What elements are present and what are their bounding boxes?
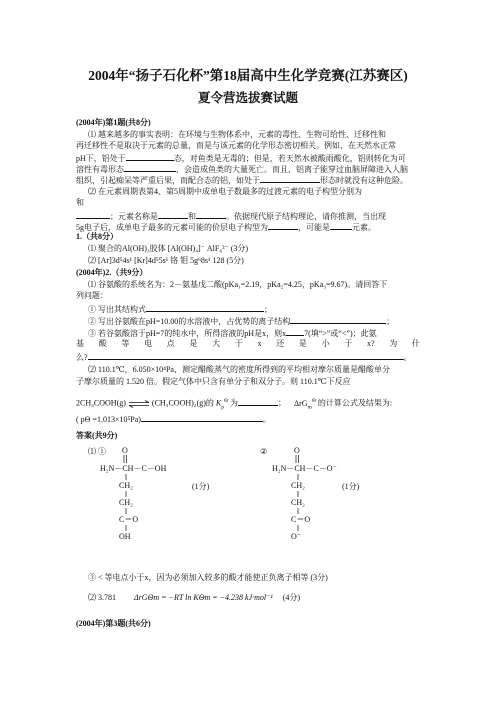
a2-s2-number: ② bbox=[260, 447, 268, 456]
answer-blank bbox=[268, 221, 298, 230]
q1-text: ；元素名称是 bbox=[110, 212, 158, 221]
justified-word: 大 bbox=[212, 339, 221, 348]
answer-blank bbox=[141, 413, 263, 422]
q2-text: 为 bbox=[230, 398, 238, 408]
answer-blank bbox=[238, 397, 278, 406]
a2-s1-number: ⑴ ① bbox=[88, 447, 106, 456]
q2-sub3 bbox=[88, 327, 377, 339]
q1-text: 。依据现代原子结构理论，请你推测，当出现 bbox=[226, 212, 386, 221]
answer-blank bbox=[158, 210, 188, 219]
subscript: p bbox=[221, 404, 225, 411]
svg-text:H₂N－CH－C－O⁻: H₂N－CH－C－O⁻ bbox=[272, 464, 337, 473]
glutamic-acid-structure bbox=[100, 446, 210, 558]
answer-blank bbox=[76, 210, 110, 219]
page-subtitle: 夏令营选拔赛试题 bbox=[197, 91, 298, 105]
justified-word: 是 bbox=[189, 339, 198, 348]
q1-text: 溶性有毒形态 bbox=[76, 165, 124, 174]
svg-text:O: O bbox=[122, 446, 128, 455]
answer-blank bbox=[260, 174, 320, 183]
a2-s2-score: (1分) bbox=[342, 482, 360, 491]
justified-word: 基 bbox=[76, 339, 84, 348]
answer-blank bbox=[88, 351, 404, 360]
a2-s1-score: (1分) bbox=[192, 482, 210, 491]
q1-text: 元素。 bbox=[352, 223, 376, 232]
q1-text: 5g电子后，成单电子最多的元素可能的价层电子构型为 bbox=[76, 223, 268, 232]
svg-text:O⁻: O⁻ bbox=[291, 532, 301, 541]
justified-word: x bbox=[257, 339, 262, 348]
justified-word: 点 bbox=[166, 339, 175, 348]
a2-s3: ③ < 等电点小于x，因为必须加入较多的酸才能使正负离子相等 (3分) bbox=[88, 573, 328, 582]
a2-header: 答案(共9分) bbox=[76, 431, 118, 440]
q1-p2-line4 bbox=[76, 221, 376, 233]
q1-p2-line2: 和 bbox=[76, 198, 84, 207]
equilibrium-arrow-icon bbox=[128, 400, 150, 408]
q1-text: ，会造成鱼类的大量死亡。而且，铝离子能穿过血脑屏障进入人脑 bbox=[176, 165, 408, 174]
q3-header: (2004年)第3题(共6分) bbox=[76, 619, 151, 628]
justified-word: x? bbox=[366, 339, 375, 348]
q1-p1-line5 bbox=[76, 174, 408, 186]
subscript: m bbox=[307, 404, 312, 411]
q2-pressure-line: ( pΘ =1.013×10⁵Pa) 。 bbox=[76, 415, 271, 424]
a1-line1: ⑴ 聚合的Al(OH)₃胶体 [Al(OH)₄]⁻ AlF₆³⁻ (3分) bbox=[88, 244, 249, 253]
svg-text:OH: OH bbox=[119, 532, 131, 541]
answer-blank bbox=[290, 315, 386, 324]
svg-text:C＝O: C＝O bbox=[291, 515, 311, 524]
q2-line2: 列问题： bbox=[76, 291, 108, 300]
answer-blank bbox=[330, 221, 352, 230]
gibbs-energy-symbol: ΔrG bbox=[294, 398, 308, 408]
q2-sub2: ② 写出谷氨酸在pH=10.00的水溶液中，占优势的离子结构 ； bbox=[88, 317, 395, 326]
q2-sub3-end: 么? 。 bbox=[76, 353, 412, 362]
justified-word: 酸 bbox=[98, 339, 107, 348]
q1-p1-line2: 再迁移性不是取决于元素的总量，而是与该元素的化学形态密切相关。例如，在天然水正常 bbox=[76, 141, 396, 150]
q1-p1-line1: ⑴ 越来越多的事实表明：在环境与生物体系中，元素的毒性、生物可给性、迁移性和 bbox=[88, 130, 386, 139]
svg-text:CH₂: CH₂ bbox=[119, 481, 133, 490]
svg-text:CH₂: CH₂ bbox=[119, 498, 133, 507]
justified-word: 小 bbox=[321, 339, 330, 348]
a1-line2: ⑵ [Ar]3d⁵4s¹ [Kr]4d⁵5s¹ 铬 钼 5g⁶8s¹ 128 (5分) bbox=[88, 256, 244, 265]
svg-text:C＝O: C＝O bbox=[119, 515, 139, 524]
q2-text: 的计算公式及结果为: bbox=[317, 398, 393, 408]
q1-p2-line1: ⑵ 在元素周期表第4、第5周期中成单电子数最多的过渡元素的电子构型分别为 bbox=[88, 187, 362, 196]
q2-text: 么? bbox=[76, 353, 88, 362]
a2-p2-number: ⑵ 3.781 bbox=[88, 593, 116, 602]
standard-pressure: ( pΘ =1.013×10⁵Pa) bbox=[76, 415, 141, 424]
q2-sub3-justified bbox=[76, 339, 420, 349]
q1-text: pH下，铝处于 bbox=[76, 154, 126, 163]
q2-equation-line: 2CH₃COOH(g) (CH₃COOH)₂(g)的 $K_p^\Theta$ 为 ； ΔrG$_m^\Theta$ 的计算公式及结果为: bbox=[76, 398, 393, 411]
superscript: Θ bbox=[224, 398, 228, 404]
justified-word: 还 bbox=[276, 339, 285, 348]
justified-word: 是 bbox=[298, 339, 307, 348]
justified-word: 为 bbox=[389, 339, 398, 348]
svg-text:CH₂: CH₂ bbox=[291, 498, 305, 507]
glutamate-ion-structure bbox=[272, 446, 382, 558]
q1-header: (2004年)第1题(共8分) bbox=[76, 118, 151, 127]
q1-text: 形态时就没有这种危险。 bbox=[320, 176, 408, 185]
justified-word: 于 bbox=[234, 339, 243, 348]
q2-text: ③ 若谷氨酸溶于pH=7的纯水中，所得溶液的pH是x，则x bbox=[88, 329, 287, 338]
q2-text: 7(填“>”或“<”)；此氨 bbox=[304, 329, 377, 338]
equilibrium-constant-symbol: K bbox=[215, 398, 222, 408]
svg-text:H₂N－CH－C－OH: H₂N－CH－C－OH bbox=[100, 464, 167, 473]
answer-blank bbox=[126, 152, 174, 161]
a1-header: 1.（共8分） bbox=[76, 232, 118, 241]
svg-text:O: O bbox=[294, 446, 300, 455]
q1-text: ，可能是 bbox=[298, 223, 330, 232]
justified-word: 于 bbox=[344, 339, 353, 348]
svg-text:CH₂: CH₂ bbox=[291, 481, 305, 490]
q2-text: ① 写出其结构式 bbox=[88, 305, 146, 314]
a2-p2 bbox=[88, 593, 300, 603]
q1-text: 和 bbox=[188, 212, 196, 221]
q2-p2-line1: ⑵ 110.1℃，6.050×10⁴Pa，测定醋酸蒸气的密度所得到的平均相对摩尔质量是醋酸单分 bbox=[88, 365, 390, 374]
page-title: 2004年“扬子石化杯”第18届高中生化学竞赛(江苏赛区) bbox=[88, 68, 408, 83]
q2-header: (2004年)2.（共9分） bbox=[76, 268, 148, 277]
q2-text: ② 写出谷氨酸在pH=10.00的水溶液中，占优势的离子结构 bbox=[88, 317, 291, 326]
q2-sub1: ① 写出其结构式 ； bbox=[88, 305, 272, 314]
gibbs-formula: ΔrGΘm = −RT ln KΘm = −4.238 kJ·mol⁻¹ bbox=[134, 593, 273, 602]
justified-word: 电 bbox=[144, 339, 153, 348]
justified-word: 什 bbox=[411, 339, 420, 348]
q2-line1: ⑴ 谷氨酸的系统名为：2－氨基戊二酸(pKa₁=2.19，pKa₂=4.25，pKa₃=9.67)。请回答下 bbox=[88, 280, 388, 289]
answer-blank bbox=[146, 303, 264, 312]
superscript: Θ bbox=[311, 398, 316, 404]
q1-text: 态，对鱼类是无毒的；但是，若天然水被酸雨酸化，铝则转化为可 bbox=[173, 154, 406, 163]
equation-reactant: 2CH₃COOH(g) bbox=[76, 398, 126, 408]
answer-blank bbox=[196, 210, 226, 219]
answer-blank bbox=[124, 163, 176, 172]
q1-text: 组织，引起痴呆等严重后果，而配合态的铝，如处于 bbox=[76, 176, 260, 185]
a2-p2-score: (4分) bbox=[282, 593, 301, 602]
answer-blank bbox=[286, 327, 304, 336]
equation-product: (CH₃COOH)₂(g)的 bbox=[151, 398, 214, 408]
q2-p2-line2: 子摩尔质量的 1.520 倍。假定气体中只含有单分子和双分子。则 110.1℃下反应 bbox=[76, 377, 351, 386]
justified-word: 等 bbox=[121, 339, 130, 348]
